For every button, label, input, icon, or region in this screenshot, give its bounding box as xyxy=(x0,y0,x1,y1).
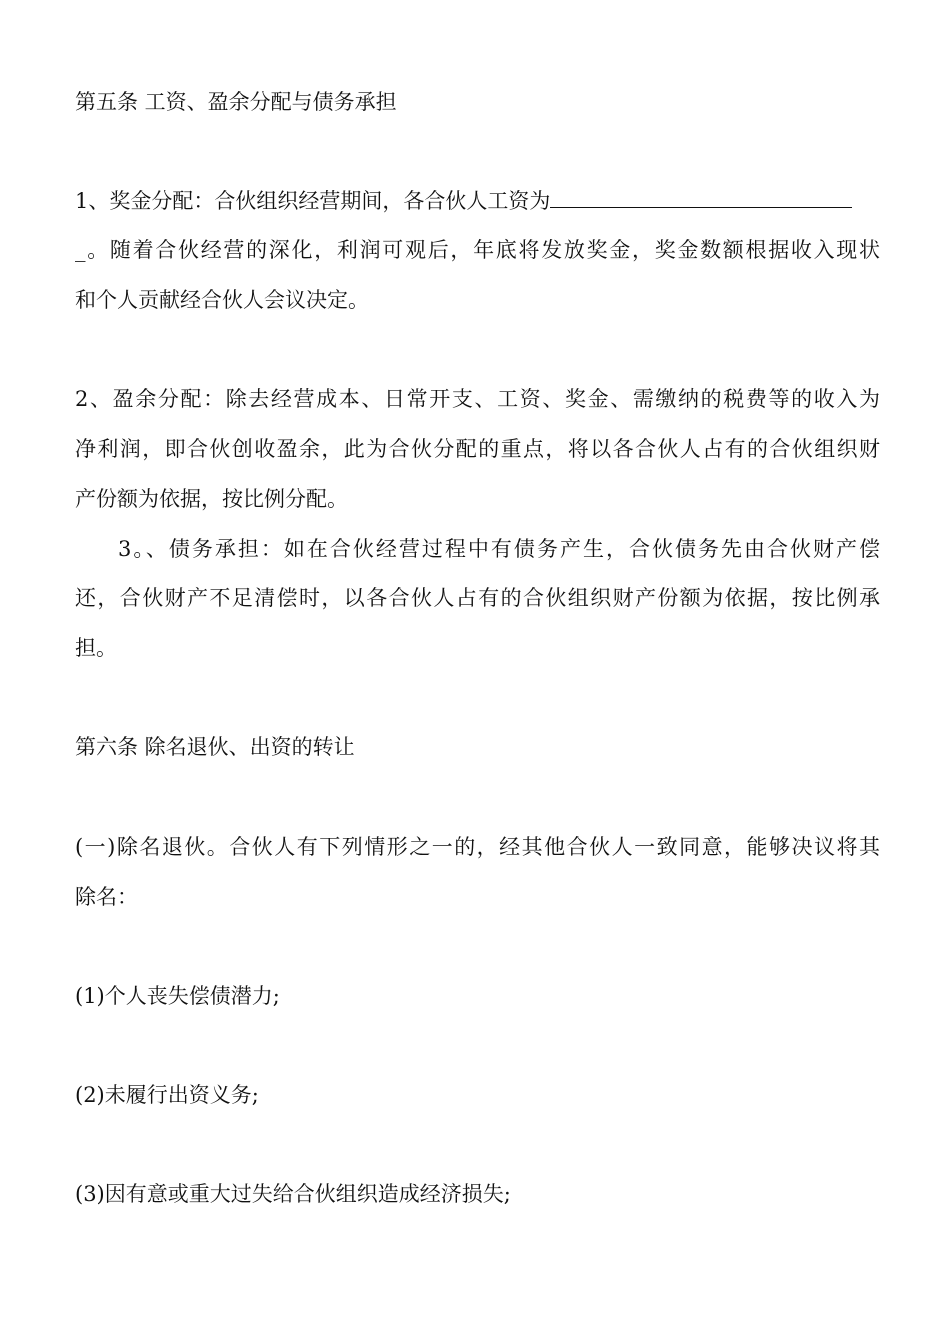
item-1-line-3: 和个人贡献经合伙人会议决定。 xyxy=(75,288,369,312)
case-item-3: (3)因有意或重大过失给合伙组织造成经济损失; xyxy=(75,1182,511,1206)
item-2-line-2: 净利润，即合伙创收盈余，此为合伙分配的重点，将以各合伙人占有的合伙组织财 xyxy=(75,437,880,461)
item-3-line-3: 担。 xyxy=(75,636,117,660)
item-2-line-3: 产份额为依据，按比例分配。 xyxy=(75,487,348,511)
item-3-line-1: 3。、债务承担：如在合伙经营过程中有债务产生，合伙债务先由合伙财产偿 xyxy=(118,537,880,561)
article-5-heading: 第五条 工资、盈余分配与债务承担 xyxy=(75,90,397,114)
item-1-text: 1、奖金分配：合伙组织经营期间，各合伙人工资为 xyxy=(75,189,551,213)
case-item-2: (2)未履行出资义务; xyxy=(75,1083,259,1107)
clause-1-line-2: 除名： xyxy=(75,885,138,909)
article-6-heading: 第六条 除名退伙、出资的转让 xyxy=(75,735,355,759)
clause-1-line-1: (一)除名退伙。合伙人有下列情形之一的，经其他合伙人一致同意，能够决议将其 xyxy=(75,835,880,859)
item-2-line-1: 2、盈余分配：除去经营成本、日常开支、工资、奖金、需缴纳的税费等的收入为 xyxy=(75,387,880,411)
item-3-line-2: 还，合伙财产不足清偿时，以各合伙人占有的合伙组织财产份额为依据，按比例承 xyxy=(75,586,880,610)
item-1-line-2: _。随着合伙经营的深化，利润可观后，年底将发放奖金，奖金数额根据收入现状 xyxy=(75,238,880,262)
salary-blank-field[interactable] xyxy=(550,187,852,208)
case-item-1: (1)个人丧失偿债潜力; xyxy=(75,984,280,1008)
item-1-line-1 xyxy=(75,187,880,215)
